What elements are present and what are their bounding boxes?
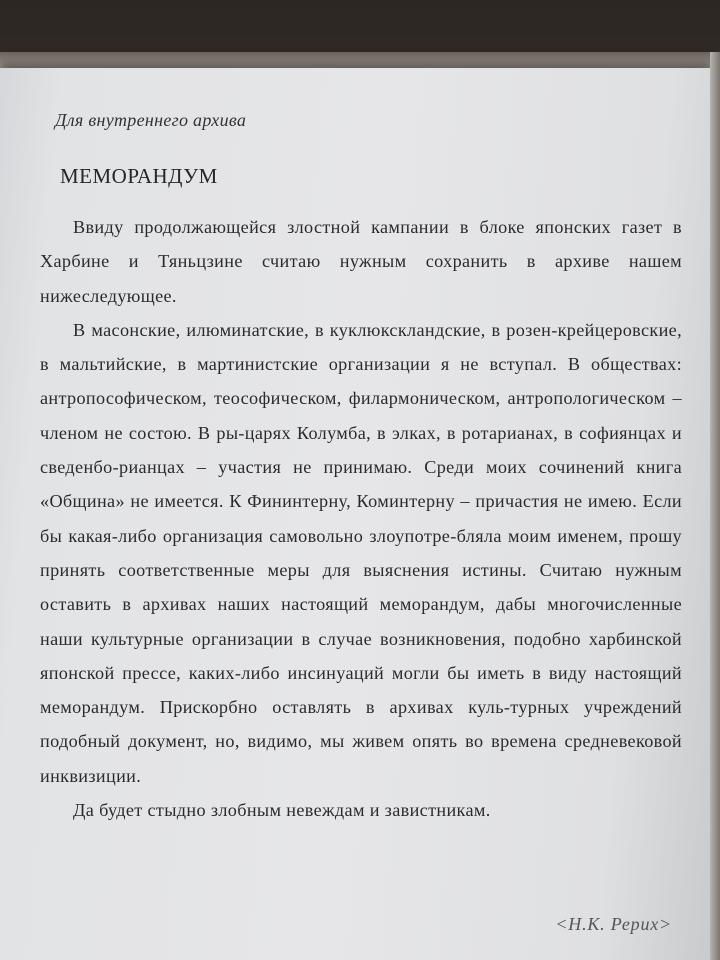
paper-right-edge	[710, 52, 720, 960]
archive-header: Для внутреннего архива	[55, 110, 247, 130]
paragraph-closing: Да будет стыдно злобным невеждам и завистникам.	[73, 800, 491, 821]
document-title: МЕМОРАНДУМ	[60, 164, 218, 188]
paragraph-main: В масонские, илюминатские, в куклюкскландские, в розен-крейцеровские, в мальтийские, в мартинистские организации я не вступал. В обществах: антропософическом, теософическом, филармоническом, антропологическом – членом не состою. В ры-царях Колумба, в элках, в ротарианах, в софиянцах и сведенбо-рианцах – участия не принимаю. Среди моих сочинений книга «Община» не имеется. К Фининтерну, Коминтерну – причастия не имею. Если бы какая-либо организация самовольно злоупотре-бляла моим именем, прошу принять соответственные меры для выяснения истины. Считаю нужным оставить в архивах наших настоящий меморандум, дабы многочисленные наши культурные организации в случае возникновения, подобно харбинской японской прессе, каких-либо инсинуаций могли бы иметь в виду настоящий меморандум. Прискорбно оставлять в архивах куль-турных учреждений подобный документ, но, видимо, мы живем опять во времена средневековой инквизиции.	[40, 319, 682, 786]
paragraph-intro: Ввиду продолжающейся злостной кампании в блоке японских газет в Харбине и Тяньцзине считаю нужным сохранить в архиве нашем нижеследующее.	[40, 217, 682, 306]
signature: <Н.К. Рерих>	[555, 914, 672, 934]
document-body	[40, 210, 682, 827]
